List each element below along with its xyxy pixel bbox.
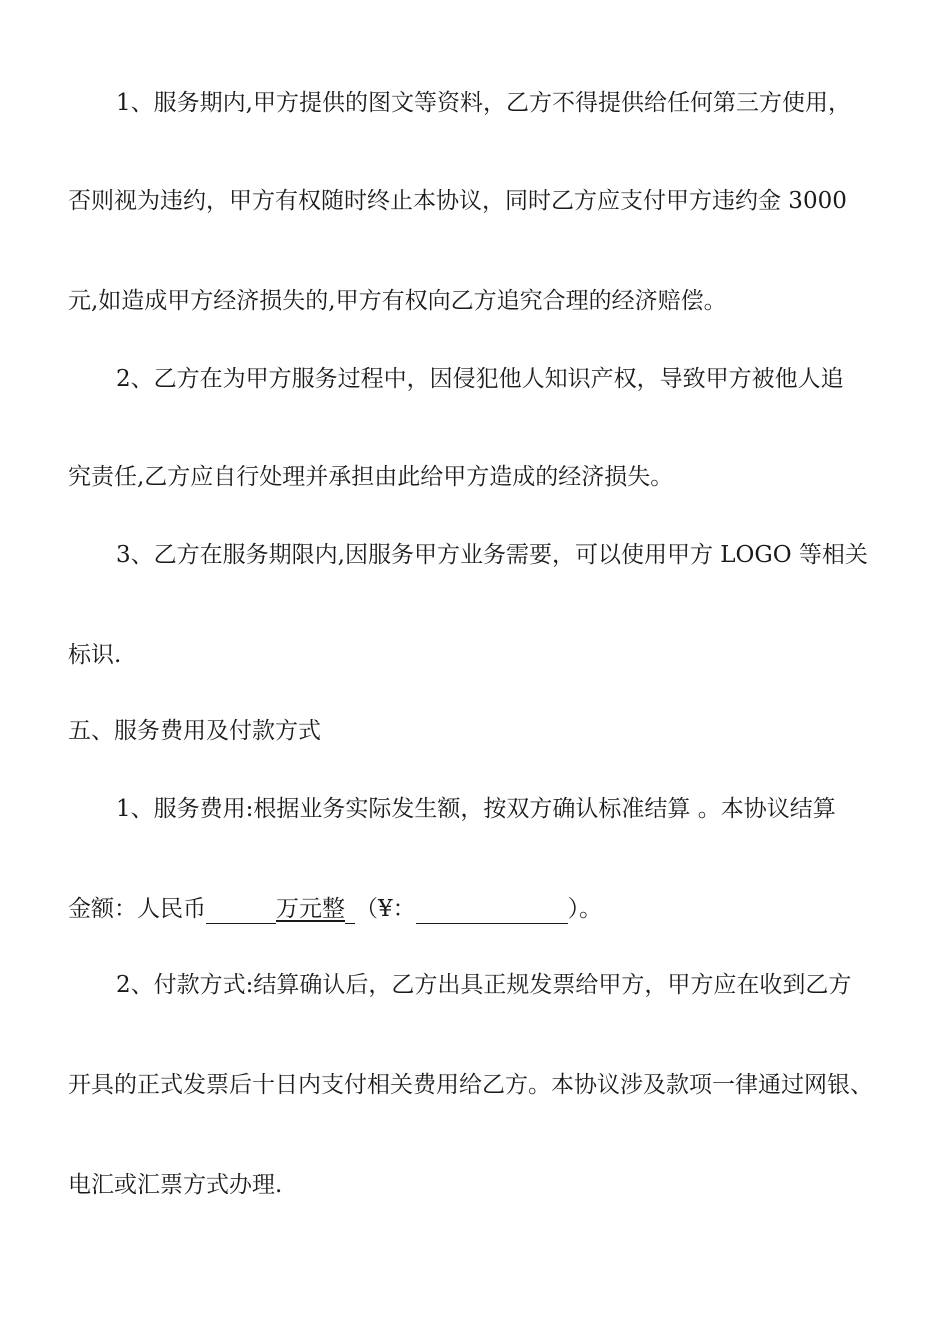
amount-figure-blank-field[interactable] xyxy=(416,897,568,924)
amount-blank-field[interactable] xyxy=(206,897,276,924)
amount-paren-close: ）。 xyxy=(567,896,603,922)
amount-paren-open: （¥： xyxy=(355,896,416,922)
clause4-item1-line1: 1、服务期内,甲方提供的图文等资料，乙方不得提供给任何第三方使用， xyxy=(116,90,851,116)
amount-unit: 万元整 xyxy=(276,896,345,922)
clause5-item2-line2: 开具的正式发票后十日内支付相关费用给乙方。本协议涉及款项一律通过网银、 xyxy=(68,1072,873,1098)
clause4-item3-line2: 标识. xyxy=(68,642,122,668)
clause5-amount-line xyxy=(68,894,602,924)
clause4-item1-line2: 否则视为违约，甲方有权随时终止本协议，同时乙方应支付甲方违约金 3000 xyxy=(68,188,847,214)
clause5-heading: 五、服务费用及付款方式 xyxy=(68,718,321,744)
clause5-item2-line3: 电汇或汇票方式办理. xyxy=(68,1172,283,1198)
amount-label: 金额：人民币 xyxy=(68,896,206,922)
clause5-item2-line1: 2、付款方式:结算确认后，乙方出具正规发票给甲方，甲方应在收到乙方 xyxy=(116,972,852,998)
clause5-item1-line1: 1、服务费用:根据业务实际发生额，按双方确认标准结算 。本协议结算 xyxy=(116,796,836,822)
clause4-item3-line1: 3、乙方在服务期限内,因服务甲方业务需要，可以使用甲方 LOGO 等相关 xyxy=(116,542,868,568)
clause4-item1-line3: 元,如造成甲方经济损失的,甲方有权向乙方追究合理的经济赔偿。 xyxy=(68,288,727,314)
clause4-item2-line1: 2、乙方在为甲方服务过程中，因侵犯他人知识产权，导致甲方被他人追 xyxy=(116,366,844,392)
amount-unit-trail-blank xyxy=(345,897,355,924)
clause4-item2-line2: 究责任,乙方应自行处理并承担由此给甲方造成的经济损失。 xyxy=(68,464,674,490)
